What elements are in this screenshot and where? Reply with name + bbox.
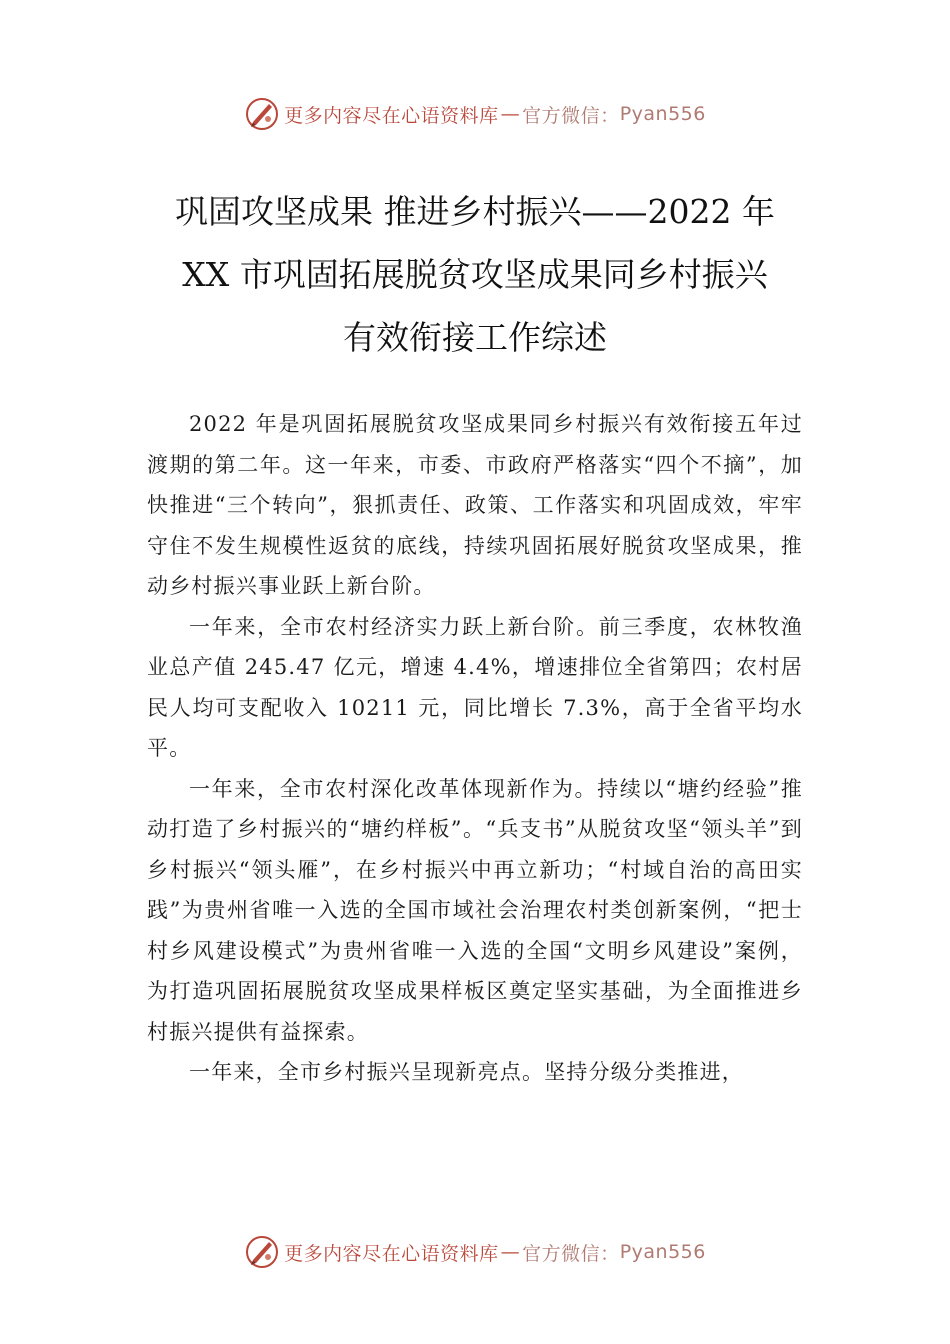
watermark-wechat-id: Pyan556 (619, 103, 706, 125)
watermark-separator: — (500, 1241, 521, 1263)
watermark-slogan: 更多内容尽在心语资料库 (284, 104, 499, 127)
watermark-wechat-label: 官方微信： (522, 104, 620, 127)
pen-seal-icon (244, 1234, 280, 1270)
body-paragraph-3: 一年来，全市农村深化改革体现新作为。持续以“塘约经验”推动打造了乡村振兴的“塘约样板”。“兵支书”从脱贫攻坚“领头羊”到乡村振兴“领头雁”，在乡村振兴中再立新功；“村域自治的高田实践”为贵州省唯一入选的全国市域社会治理农村类创新案例，“把士村乡风建设模式”为贵州省唯一入选的全国“文明乡风建设”案例，为打造巩固拓展脱贫攻坚成果样板区奠定坚实基础，为全面推进乡村振兴提供有益探索。 (147, 776, 803, 1044)
watermark-wechat-id: Pyan556 (619, 1241, 706, 1263)
title-line-1: 巩固攻坚成果 推进乡村振兴——2022 年 (175, 192, 775, 231)
document-title (110, 180, 840, 369)
header-watermark (0, 94, 950, 134)
title-line-2: XX 市巩固拓展脱贫攻坚成果同乡村振兴 (182, 255, 768, 294)
footer-watermark (0, 1232, 950, 1272)
watermark-wechat-label: 官方微信： (522, 1242, 620, 1265)
watermark-separator: — (500, 103, 521, 125)
body-paragraph-2: 一年来，全市农村经济实力跃上新台阶。前三季度，农林牧渔业总产值 245.47 亿元，增速 4.4%，增速排位全省第四；农村居民人均可支配收入 10211 元，同比增长 7.3%，高于全省平均水平。 (147, 614, 803, 760)
document-body (147, 404, 803, 1093)
watermark-slogan: 更多内容尽在心语资料库 (284, 1242, 499, 1265)
body-paragraph-1: 2022 年是巩固拓展脱贫攻坚成果同乡村振兴有效衔接五年过渡期的第二年。这一年来，市委、市政府严格落实“四个不摘”，加快推进“三个转向”，狠抓责任、政策、工作落实和巩固成效，牢牢守住不发生规模性返贫的底线，持续巩固拓展好脱贫攻坚成果，推动乡村振兴事业跃上新台阶。 (147, 412, 803, 598)
body-paragraph-4: 一年来，全市乡村振兴呈现新亮点。坚持分级分类推进， (189, 1060, 744, 1084)
title-line-3: 有效衔接工作综述 (343, 318, 607, 357)
pen-seal-icon (244, 96, 280, 132)
